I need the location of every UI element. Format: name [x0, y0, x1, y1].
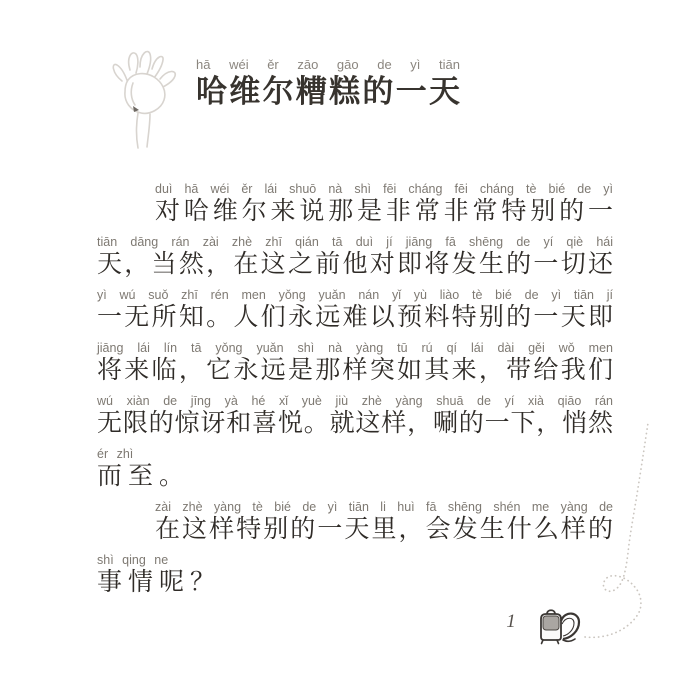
- hanzi-line: 对哈维尔来说那是非常非常特别的一: [155, 198, 613, 225]
- hanzi-line: 而至。: [97, 463, 191, 490]
- dotted-trail-icon: [550, 408, 680, 643]
- chapter-title-pinyin: hā wéi ěr zāo gāo de yì tiān: [196, 57, 460, 72]
- pinyin-line: shì qing ne: [97, 553, 169, 567]
- hanzi-line: 天，当然，在这之前他对即将发生的一切还: [97, 251, 613, 278]
- page-number: 1: [506, 611, 516, 632]
- pinyin-line: jiāng lái lín tā yǒng yuǎn shì nà yàng tū rú qí lái dài gěi wǒ men: [97, 341, 613, 355]
- text-line: [97, 394, 613, 439]
- text-line: [97, 288, 613, 333]
- pinyin-line: ér zhì: [97, 447, 134, 461]
- hanzi-line: 将来临，它永远是那样突如其来，带给我们: [97, 357, 613, 384]
- chapter-title: [196, 57, 460, 109]
- text-line: [97, 553, 613, 598]
- text-line: [97, 235, 613, 280]
- pinyin-line: zài zhè yàng tè bié de yì tiān li huì fā shēng shén me yàng de: [155, 500, 613, 514]
- hand-sketch-icon: [100, 46, 192, 152]
- text-line: [97, 500, 613, 545]
- pinyin-line: tiān dāng rán zài zhè zhī qián tā duì jí jiāng fā shēng de yí qiè hái: [97, 235, 613, 249]
- text-line: [97, 182, 613, 227]
- chapter-title-text: 哈维尔糟糕的一天: [196, 74, 460, 109]
- pinyin-line: yì wú suǒ zhī rén men yǒng yuǎn nán yǐ yù liào tè bié de yì tiān jí: [97, 288, 613, 302]
- body-text: [97, 182, 613, 606]
- hanzi-line: 无限的惊讶和喜悦。就这样，唰的一下，悄然: [97, 410, 613, 437]
- text-line: [97, 447, 613, 492]
- hanzi-line: 在这样特别的一天里，会发生什么样的: [155, 516, 613, 543]
- hanzi-line: 一无所知。人们永远难以预料特别的一天即: [97, 304, 613, 331]
- pinyin-line: wú xiàn de jīng yà hé xǐ yuè jiù zhè yàng shuā de yí xià qiāo rán: [97, 394, 613, 408]
- text-line: [97, 341, 613, 386]
- pinyin-line: duì hā wéi ěr lái shuō nà shì fēi cháng fēi cháng tè bié de yì: [155, 182, 613, 196]
- hanzi-line: 事情呢？: [97, 569, 222, 596]
